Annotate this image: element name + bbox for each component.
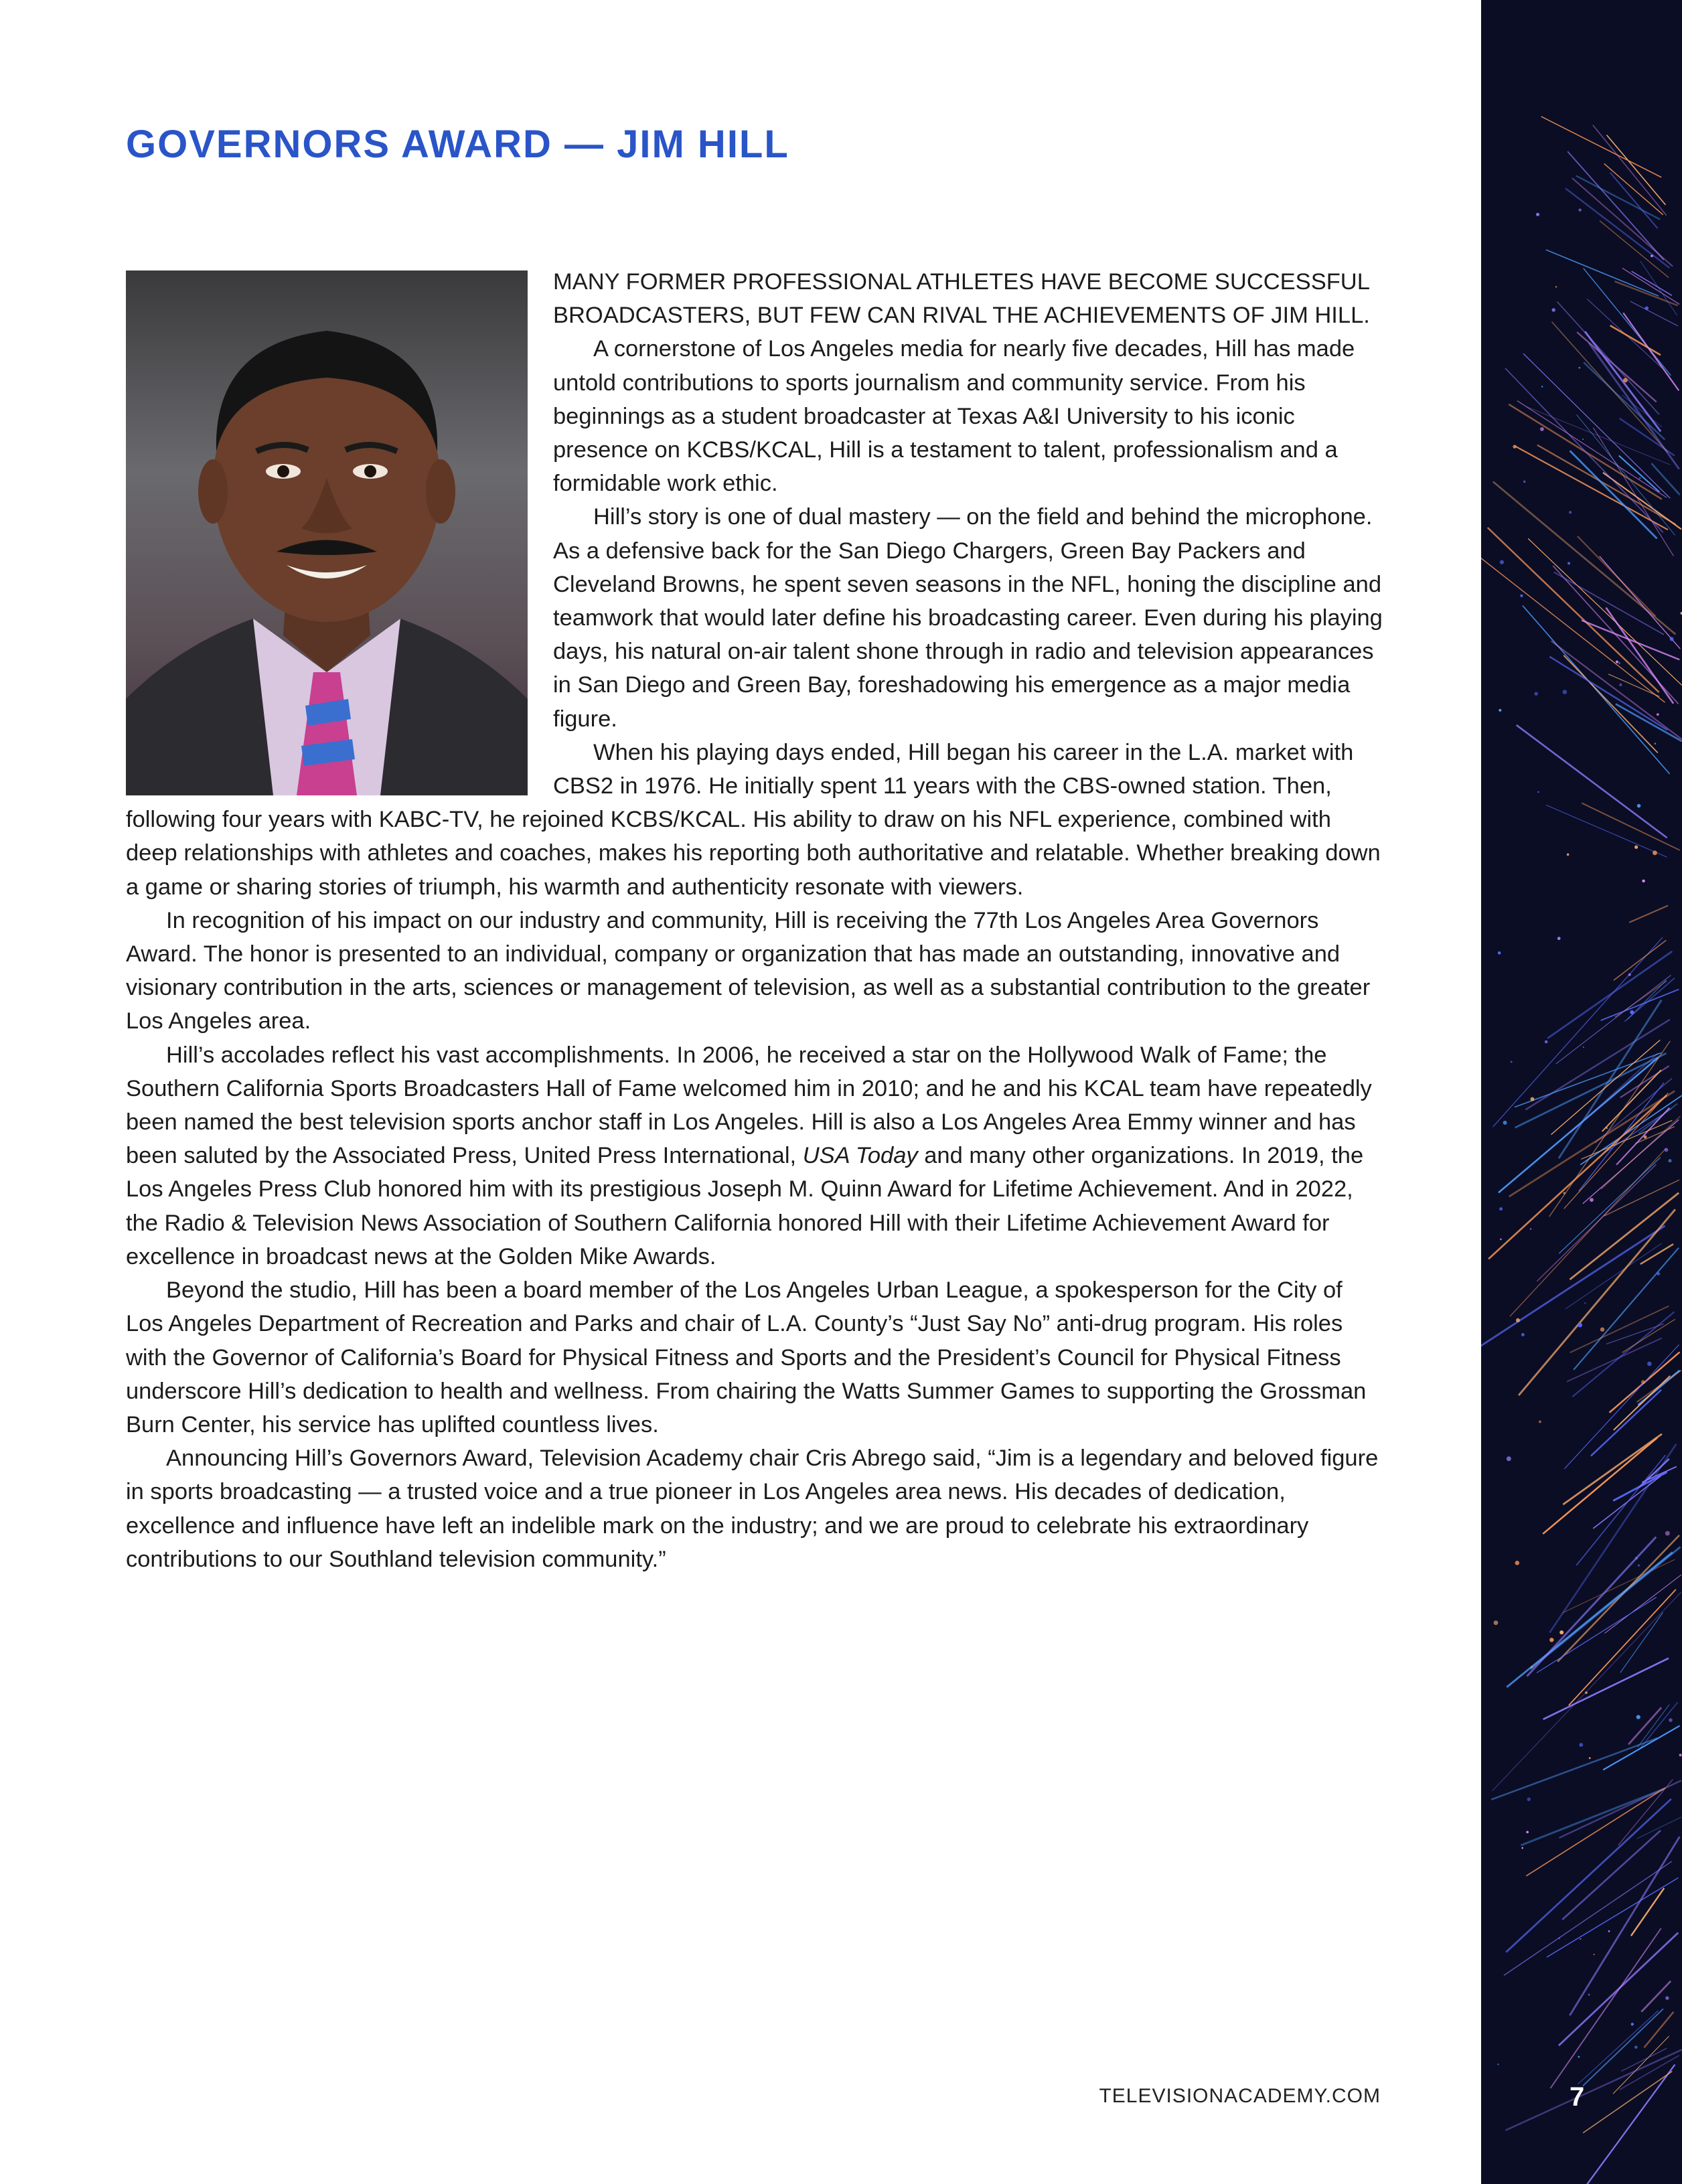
light-spark — [1653, 850, 1657, 855]
light-spark — [1600, 1328, 1604, 1332]
accolades-paragraph — [126, 1038, 1385, 1273]
light-streak — [1546, 805, 1667, 857]
light-spark — [1635, 1557, 1638, 1559]
light-streak — [1543, 1658, 1669, 1719]
light-streak — [1563, 1434, 1662, 1504]
light-spark — [1507, 1456, 1511, 1461]
light-spark — [1585, 1691, 1588, 1694]
light-streak — [1600, 221, 1669, 278]
light-spark — [1582, 439, 1584, 440]
light-streak — [1583, 2072, 1672, 2133]
light-spark — [1521, 1847, 1523, 1849]
light-streak — [1567, 1338, 1662, 1382]
light-streak — [1537, 445, 1676, 525]
light-spark — [1568, 562, 1570, 564]
light-streak — [1629, 905, 1668, 922]
light-spark — [1628, 973, 1631, 976]
accolades-text: and many other organizations. In 2019, the Los Angeles Press Club honored him with its prestigious Joseph M. Quinn Award for Lifetime Achievement. And in 2022, the Radio & Television News Association of Southern California honored Hill with their Lifetime Achievement Award for excellence in broadcast news at the Golden Mike Awards. — [126, 1143, 1364, 1269]
light-spark — [1499, 709, 1501, 712]
body-paragraph: When his playing days ended, Hill began his career in the L.A. market with CBS2 in 1976. He initially spent 11 years with the CBS-owned station. Then, following four years with KABC-TV, he rejoined KCBS/KCAL. His ability to draw on his NFL experience, combined with deep relationships with athletes and coaches, makes his reporting both authoritative and relatable. Whether breaking down a game or sharing stories of triumph, his warmth and authenticity resonate with viewers. — [126, 739, 1381, 900]
light-streak — [1521, 1789, 1663, 1845]
light-streak — [1526, 1788, 1665, 1876]
light-spark — [1563, 690, 1568, 694]
light-streak — [1541, 116, 1661, 177]
light-spark — [1513, 445, 1516, 448]
body-paragraph: A cornerstone of Los Angeles media for nearly five decades, Hill has made untold contributions to sports journalism and community service. From his beginnings as a student broadcaster at Texas A&I University to his iconic presence on KCBS/KCAL, Hill is a testament to talent, professionalism and a formidable work ethic. — [553, 336, 1355, 497]
light-spark — [1637, 804, 1641, 808]
light-streak — [1591, 1390, 1661, 1456]
light-spark — [1638, 1564, 1640, 1566]
light-spark — [1531, 1666, 1533, 1668]
light-spark — [1645, 307, 1649, 311]
light-spark — [1536, 213, 1539, 216]
light-streak — [1528, 538, 1682, 685]
light-streak — [1506, 1799, 1671, 1952]
article-body — [126, 265, 1385, 1576]
light-spark — [1655, 743, 1657, 745]
light-spark — [1665, 1148, 1669, 1152]
light-spark — [1578, 2056, 1580, 2058]
light-spark — [1634, 846, 1638, 849]
footer-website: TELEVISIONACADEMY.COM — [1099, 2085, 1381, 2107]
light-spark — [1606, 1127, 1608, 1129]
light-spark — [1515, 1561, 1519, 1565]
light-spark — [1500, 560, 1504, 564]
light-spark — [1578, 367, 1580, 369]
light-streak — [1631, 1888, 1664, 1936]
light-streak — [1610, 173, 1658, 228]
light-streak — [1537, 1597, 1657, 1673]
accolades-text: Hill’s accolades reflect his vast accomplishments. In 2006, he received a star on the Hollywood Walk of Fame; the Southern California Sports Broadcasters Hall of Fame welcomed him in 2010; and he and his KCAL team have repeatedly been named the best television sports anchor staff in Los Angeles. Hill is also a Los Angeles Area Emmy winner and has been saluted by the Associated Press, United Press International, — [126, 1042, 1372, 1169]
light-streak — [1491, 1738, 1657, 1800]
light-spark — [1679, 1753, 1682, 1756]
light-spark — [1642, 880, 1645, 882]
light-spark — [1584, 1302, 1586, 1304]
light-spark — [1559, 1938, 1560, 1939]
light-spark — [1557, 937, 1561, 940]
light-streak — [1551, 641, 1682, 739]
portrait-illustration — [126, 270, 528, 795]
light-spark — [1530, 1228, 1531, 1229]
light-spark — [1545, 1040, 1548, 1044]
light-spark — [1578, 1323, 1582, 1328]
light-spark — [1497, 2063, 1499, 2065]
light-streak — [1553, 572, 1664, 634]
light-spark — [1647, 1362, 1652, 1367]
light-spark — [1618, 662, 1620, 664]
light-spark — [1589, 1757, 1591, 1759]
light-spark — [1644, 1136, 1647, 1139]
page-title: GOVERNORS AWARD — JIM HILL — [126, 123, 789, 166]
light-spark — [1527, 1798, 1531, 1802]
publication-name: USA Today — [802, 1143, 918, 1169]
light-streak — [1515, 1052, 1661, 1107]
light-spark — [1511, 1061, 1513, 1063]
light-spark — [1630, 1010, 1634, 1014]
light-streak — [1563, 655, 1658, 753]
light-streak — [1578, 536, 1656, 617]
light-streak — [1568, 151, 1664, 260]
light-spark — [1537, 791, 1539, 793]
light-streak — [1644, 2012, 1673, 2047]
light-spark — [1590, 1198, 1594, 1202]
light-spark — [1559, 1630, 1563, 1634]
light-streak — [1624, 978, 1675, 1022]
light-spark — [1634, 2045, 1638, 2049]
light-streak — [1488, 528, 1659, 692]
light-streak — [1517, 725, 1667, 838]
light-streak — [1549, 657, 1667, 730]
light-spark — [1555, 286, 1557, 287]
light-streak — [1530, 1547, 1680, 1668]
light-streak — [1585, 331, 1661, 431]
light-spark — [1541, 386, 1543, 387]
light-spark — [1669, 1718, 1673, 1722]
light-streak — [1552, 322, 1668, 453]
light-spark — [1549, 1638, 1553, 1642]
light-streak — [1570, 451, 1657, 538]
light-spark — [1580, 1938, 1581, 1940]
light-streak — [1517, 401, 1667, 498]
light-streak — [1504, 1861, 1672, 1975]
portrait-photo — [126, 270, 528, 795]
light-streak — [1565, 1243, 1662, 1309]
light-spark — [1520, 595, 1523, 597]
light-streak — [1636, 1371, 1681, 1403]
light-spark — [1636, 1715, 1640, 1719]
light-spark — [1534, 692, 1538, 696]
body-paragraph: Beyond the studio, Hill has been a board member of the Los Angeles Urban League, a spokesperson for the City of Los Angeles Department of Recreation and Parks and chair of L.A. County’s “Just Say No” anti-drug program. His roles with the Governor of California’s Board for Physical Fitness and Sports and the President’s Council for Physical Fitness underscore Hill’s dedication to health and wellness. From chairing the Watts Summer Games to supporting the Grossman Burn Center, his service has uplifted countless lives. — [126, 1277, 1367, 1437]
light-spark — [1499, 1207, 1503, 1211]
body-paragraph: Announcing Hill’s Governors Award, Television Academy chair Cris Abrego said, “Jim is a legendary and beloved figure in sports broadcasting — a trusted voice and a true pioneer in Los Angeles area news. His decades of dedication, excellence and influence have left an indelible mark on the industry; and we are proud to celebrate his extraordinary contributions to our Southland television community.” — [126, 1446, 1379, 1572]
light-streak — [1583, 2009, 1663, 2086]
light-streak — [1481, 546, 1665, 702]
light-streak — [1623, 313, 1679, 390]
light-streak — [1564, 1344, 1679, 1469]
light-streak — [1636, 1817, 1681, 1839]
light-streak — [1641, 1981, 1671, 2012]
light-streak — [1562, 1559, 1675, 1613]
light-spark — [1526, 1830, 1529, 1833]
light-spark — [1569, 511, 1572, 514]
light-spark — [1540, 427, 1544, 431]
light-spark — [1500, 1239, 1502, 1241]
light-spark — [1563, 1192, 1565, 1194]
light-spark — [1651, 254, 1653, 257]
light-spark — [1639, 477, 1641, 479]
page-number: 7 — [1570, 2082, 1585, 2112]
light-spark — [1503, 1121, 1507, 1125]
lead-paragraph: MANY FORMER PROFESSIONAL ATHLETES HAVE BECOME SUCCESSFUL BROADCASTERS, BUT FEW CAN RIVAL THE ACHIEVEMENTS OF JIM HILL. — [553, 269, 1370, 329]
light-streak — [1604, 163, 1663, 214]
light-spark — [1567, 854, 1570, 856]
light-spark — [1641, 1380, 1645, 1384]
light-spark — [1616, 660, 1618, 663]
light-spark — [1530, 1097, 1534, 1101]
light-streak — [1493, 937, 1663, 1127]
light-spark — [1608, 1930, 1610, 1932]
light-spark — [1665, 1531, 1670, 1536]
light-streak — [1481, 1226, 1665, 1355]
light-streak — [1603, 1726, 1679, 1770]
light-spark — [1594, 1954, 1595, 1955]
light-streak — [1576, 1455, 1665, 1565]
light-spark — [1539, 1420, 1541, 1423]
light-streak — [1630, 301, 1678, 326]
light-spark — [1623, 378, 1628, 382]
light-spark — [1579, 1743, 1583, 1747]
light-streak — [1604, 1180, 1679, 1216]
light-spark — [1657, 713, 1659, 716]
light-spark — [1588, 1994, 1590, 1996]
light-spark — [1523, 481, 1526, 483]
light-spark — [1619, 684, 1622, 686]
light-streak — [1622, 268, 1679, 305]
decorative-light-panel — [1481, 0, 1682, 2184]
light-spark — [1552, 308, 1555, 311]
light-spark — [1521, 1333, 1525, 1336]
light-spark — [1670, 637, 1674, 641]
light-streak — [1593, 125, 1667, 216]
light-streak — [1607, 135, 1666, 205]
light-streaks-graphic — [1481, 0, 1682, 2184]
light-spark — [1498, 951, 1501, 955]
light-streak — [1584, 268, 1671, 376]
light-spark — [1516, 1318, 1520, 1322]
light-spark — [1631, 2023, 1634, 2025]
light-streak — [1569, 1589, 1676, 1705]
light-spark — [1665, 1997, 1669, 2000]
light-spark — [1669, 1159, 1672, 1162]
light-streak — [1620, 1066, 1669, 1097]
light-streak — [1578, 2011, 1658, 2084]
light-spark — [1583, 1046, 1584, 1048]
light-spark — [1578, 208, 1582, 212]
light-streak — [1572, 178, 1673, 266]
light-streak — [1510, 1148, 1667, 1316]
light-streak — [1546, 250, 1659, 296]
body-paragraph: In recognition of his impact on our industry and community, Hill is receiving the 77th Los Angeles Area Governors Award. The honor is presented to an individual, company or organization that has made an outstanding, innovative and visionary contribution in the arts, sciences or management of television, as well as a substantial contribution to the greater Los Angeles area. — [126, 907, 1371, 1034]
light-streak — [1547, 951, 1672, 1038]
light-streak — [1525, 1020, 1670, 1110]
body-paragraph: Hill’s story is one of dual mastery — on the field and behind the microphone. As a defensive back for the San Diego Chargers, Green Bay Packers and Cleveland Browns, he spent seven seasons in the NFL, honing the discipline and teamwork that would later define his broadcasting career. Even during his playing days, his natural on-air talent shone through in radio and television appearances in San Diego and Green Bay, foreshadowing his emergence as a major media figure. — [553, 504, 1383, 732]
light-spark — [1651, 352, 1652, 354]
light-spark — [1494, 1620, 1499, 1625]
light-spark — [1657, 1272, 1660, 1275]
light-streak — [1537, 1164, 1656, 1281]
light-streak — [1600, 556, 1681, 649]
